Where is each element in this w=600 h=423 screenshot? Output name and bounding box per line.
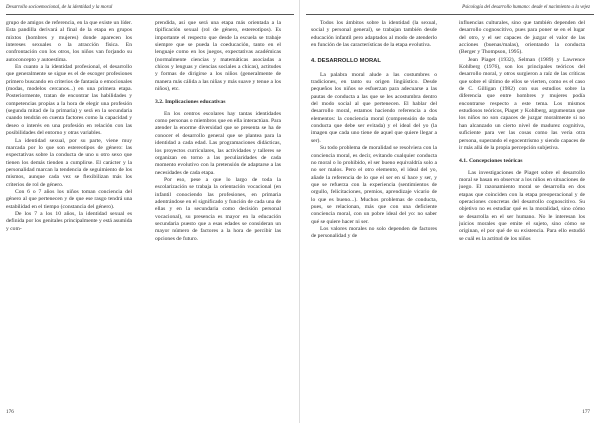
paragraph: La palabra moral alude a las costumbres o tradiciones, en tanto su origen lingüístico. Desde pequeños los niños se esfuerzan para adecuarse a las pautas de conducta a las que se les acostumbra dentro del modo social al que pertenecen. El hablar del desarrollo moral, estamos haciendo referencia a dos elementos: la conciencia moral (comprensión de toda conducta que debe ser evitada) y el ideal del yo (la imagen que cada uno tiene de aquel que quiere llegar a ser). — [311, 71, 437, 144]
section-heading-4-1: 4.1. Concepciones teóricas — [459, 158, 523, 165]
paragraph: grupo de amigos de referencia, en la que existe un líder. Esta pandilla derivará al final de la etapa en grupos mixtos (hombres y mujeres) donde aparecen los intereses sexuales o la atracción física. En confrontación con los otros, los niños van forjando su autoconcepto y autoestima. — [6, 20, 132, 63]
right-page — [300, 0, 600, 423]
paragraph: Con 6 o 7 años los niños toman conciencia del género al que pertenecen y de que ese rasgo tendrá una estabilidad en el tiempo (constancia del género). — [6, 188, 132, 210]
left-page-number: 176 — [6, 409, 14, 415]
section-heading-3-2: 3.2. Implicaciones educativas — [155, 99, 226, 106]
paragraph: Todos los ámbitos sobre la identidad (la sexual, social y personal general), se trabajan también desde educación infantil pero adaptados al modo de atenderlo en función de las características de la etapa evolutiva. — [311, 20, 437, 49]
section-heading-4: 4. DESARROLLO MORAL — [311, 58, 381, 65]
paragraph: Las investigaciones de Piaget sobre el desarrollo moral se basan en observar a los niños en situaciones de juego. El razonamiento moral se desarrolla en dos etapas que coinciden con la etapa preoperacional y de operaciones concretas del desarrollo cognoscitivo. Su objetivo no es estudiar qué es la moralidad, sino cómo se desarrolla en el ser humano. No le interesan los juicios morales que emite el sujeto, sino cómo se originan, el por qué de su existencia. Para ello estudió se cuál es la actitud de los niños — [459, 169, 585, 242]
paragraph: En los centros escolares hay tantas identidades como personas o miembros que en ella interactúan. Para atender la enorme diversidad que se presenta se ha de conocer el desarrollo general que se plantea para la identidad a cada edad. Las programaciones didácticas, los proyectos curriculares, las actividades y talleres se organizan en torno a las peculiaridades de cada momento evolutivo con la pretensión de adaptarse a las necesidades de cada etapa. — [155, 110, 281, 176]
right-page-number: 177 — [582, 409, 590, 415]
right-running-header: Psicología del desarrollo humano: desde el nacimiento a la vejez — [462, 5, 590, 10]
paragraph: Su todo problema de moralidad se resolviera con la conciencia moral, es decir, evitando cualquier conducta no moral o lo prohibido, el ser bueno equivaldría solo a no ser malos. Pero el otro elemento, el ideal del yo, añade la referencia de lo que el ser en sí hace y ser, y que se refuerza con la experiencia (sentimientos de orgullo, felicitaciones, premios, aprendizaje vicario de lo que es bueno...). Muchos problemas de conducta, pues, se relacionan, más que con una deficiente conciencia moral, con un pobre ideal del yo: no saber qué se quiere hacer ni ser. — [311, 145, 437, 225]
paragraph: De los 7 a los 10 años, la identidad sexual es definida por los genitales principalmente y está asumida y com- — [6, 210, 132, 232]
left-column-1 — [6, 20, 132, 405]
left-header-rule — [6, 14, 294, 15]
paragraph: Los valores morales no solo dependen de factores de personalidad y de — [311, 225, 437, 240]
left-running-header: Desarrollo socioemocional, de la identidad y la moral — [6, 5, 113, 10]
right-column-2 — [459, 20, 585, 405]
right-header-rule — [306, 14, 594, 15]
paragraph: Por eso, pese a que lo largo de toda la escolarización se trabaja la orientación vocacional (en infantil conociendo las profesiones, en primaria adentrándose en el significado y función de cada una de ellas y en la secundaria como decisión personal vocacional), su presencia es mayor en la educación secundaria puesto que a esas edades se consideran un mayor número de factores a la hora de percibir las opciones de futuro. — [155, 176, 281, 242]
paragraph: influencias culturales, sino que también dependen del desarrollo cognoscitivo, pues para poner se en el lugar del otro, y el ser capaces de juzgar el valor de las acciones (buenas/malas), orientando la conducta (Berger y Thompson, 1995). — [459, 20, 585, 56]
paragraph: La identidad sexual, por su parte, viene muy marcada por lo que son estereotipos de género: las expectativas sobre la conducta de uno u otro sexo que tienen los demás tienden a cumplirse. El carácter y la personalidad marcan la tendencia de seguimiento de los mismos, aunque cada vez se flexibilizan más los criterios de rol de género. — [6, 137, 132, 188]
paragraph: Jean Piaget (1932), Selman (1989) y Lawrence Kohlberg (1976), son los principales teóricos del desarrollo moral, y otros surgieron a raíz de las críticas que sobre el último de ellos se vierten, como es el caso de C. Gilligan (1982) con sus estudios sobre la diferencia que entre hombres y mujeres podía encontrarse respecto a este tema. Los mismos estudiosos teóricos, Piaget y Kohlberg, argumentan que los niños no son capaces de juzgar moralmente si no han alcanzado un cierto nivel de madurez cognitiva, suficiente para ver las cosas como las vería otra persona, superando el egocentrismo y siendo capaces de ir más allá de la propia percepción subjetiva. — [459, 56, 585, 151]
paragraph: prendida, así que será una etapa más orientada a la tipificación sexual (rol de género, estereotipos). Es importante el respecto que desde la escuela se trabaje siempre que se pueda la coeducación, tanto en el lenguaje como en los juegos, expectativas académicas (normalmente ciencias y matemáticas asociadas a chicos y lenguas y ciencias sociales a chicas), actitudes y formas de dirigirse a los niños (generalmente de manera más cálida a las niñas y más suave y tenue a los niños), etc. — [155, 20, 281, 93]
right-column-1 — [311, 20, 437, 405]
left-column-2 — [155, 20, 281, 405]
paragraph: En cuanto a la identidad profesional, el desarrollo que generalmente se sigue es el de escoger profesiones primero buscando en criterios de fantasía o emocionales (modas, modelos cercanos...) en una primera etapa. Posteriormente, tratan de encontrar las habilidades y competencias propias a la hora de elegir una profesión (segunda mitad de la primaria) y será en la secundaria cuando tendrán en cuenta factores como la capacidad y deseo o interés en una profesión en relación con las posibilidades del entorno y otras variables. — [6, 64, 132, 137]
